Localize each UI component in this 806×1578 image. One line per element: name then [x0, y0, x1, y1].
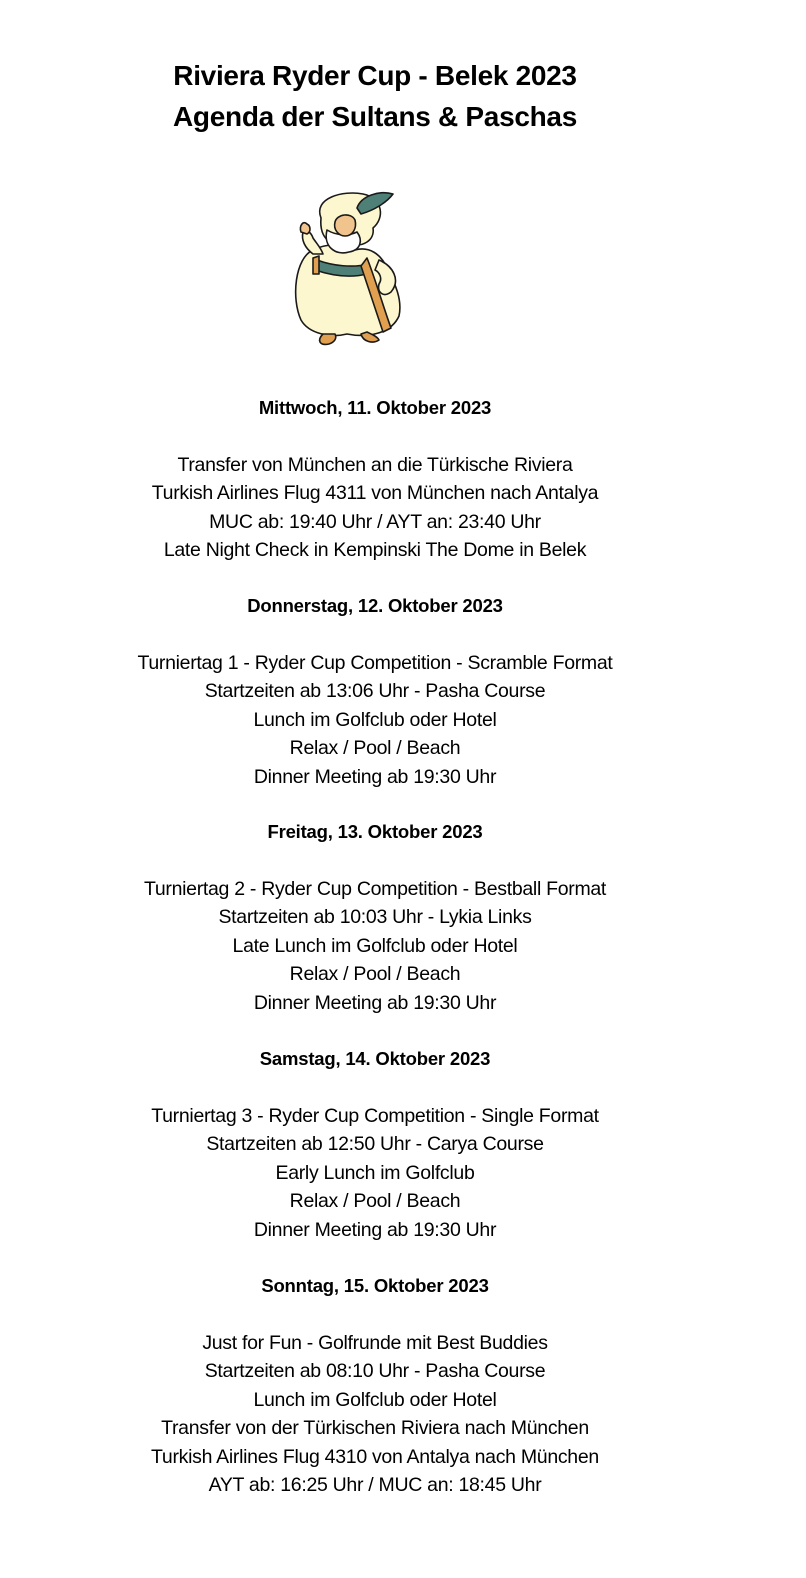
day-section [0, 818, 750, 1017]
agenda-item: Lunch im Golfclub oder Hotel [253, 708, 497, 731]
agenda-item: Late Night Check in Kempinski The Dome in Belek [163, 539, 587, 562]
agenda-item: Late Lunch im Golfclub oder Hotel [232, 934, 518, 957]
page-subtitle: Agenda der Sultans & Paschas [173, 101, 577, 132]
agenda-item: AYT ab: 16:25 Uhr / MUC an: 18:45 Uhr [208, 1473, 542, 1496]
agenda-item: Dinner Meeting ab 19:30 Uhr [253, 765, 497, 788]
sultan-mascot-icon [283, 188, 407, 348]
day-heading: Freitag, 13. Oktober 2023 [267, 821, 483, 842]
agenda-item: Startzeiten ab 08:10 Uhr - Pasha Course [204, 1360, 546, 1383]
day-items [0, 1102, 750, 1244]
agenda-item: Early Lunch im Golfclub [275, 1161, 475, 1184]
day-items [0, 1329, 750, 1499]
day-heading: Mittwoch, 11. Oktober 2023 [258, 397, 492, 418]
day-heading: Donnerstag, 12. Oktober 2023 [247, 595, 503, 616]
agenda-item: Transfer von der Türkischen Riviera nach München [161, 1417, 589, 1440]
agenda-item: Relax / Pool / Beach [289, 1190, 461, 1213]
agenda-item: Startzeiten ab 12:50 Uhr - Carya Course [206, 1133, 544, 1156]
day-section [0, 1272, 750, 1499]
day-heading: Samstag, 14. Oktober 2023 [259, 1048, 491, 1069]
agenda-item: Relax / Pool / Beach [289, 963, 461, 986]
agenda-item: Transfer von München an die Türkische Riviera [177, 454, 573, 476]
agenda-item: Just for Fun - Golfrunde mit Best Buddies [202, 1332, 548, 1354]
day-items [0, 451, 750, 565]
agenda-item: Dinner Meeting ab 19:30 Uhr [253, 1218, 497, 1241]
agenda-item: Turniertag 2 - Ryder Cup Competition - Bestball Format [143, 878, 607, 900]
agenda-item: Lunch im Golfclub oder Hotel [253, 1388, 497, 1411]
agenda-item: Turkish Airlines Flug 4311 von München nach Antalya [151, 482, 599, 505]
agenda-item: Dinner Meeting ab 19:30 Uhr [253, 991, 497, 1014]
day-section [0, 1045, 750, 1244]
day-items [0, 875, 750, 1017]
agenda-item: Relax / Pool / Beach [289, 737, 461, 760]
agenda-item: Turkish Airlines Flug 4310 von Antalya nach München [151, 1445, 599, 1468]
day-heading: Sonntag, 15. Oktober 2023 [261, 1275, 489, 1296]
day-section [0, 394, 750, 565]
page-title: Riviera Ryder Cup - Belek 2023 [173, 60, 577, 91]
agenda-item: MUC ab: 19:40 Uhr / AYT an: 23:40 Uhr [209, 510, 541, 533]
day-section [0, 592, 750, 791]
agenda-item: Turniertag 1 - Ryder Cup Competition - Scramble Format [137, 652, 613, 674]
agenda-item: Startzeiten ab 13:06 Uhr - Pasha Course [204, 680, 546, 703]
agenda-item: Startzeiten ab 10:03 Uhr - Lykia Links [218, 906, 532, 929]
agenda-item: Turniertag 3 - Ryder Cup Competition - Single Format [151, 1105, 599, 1127]
day-items [0, 649, 750, 791]
